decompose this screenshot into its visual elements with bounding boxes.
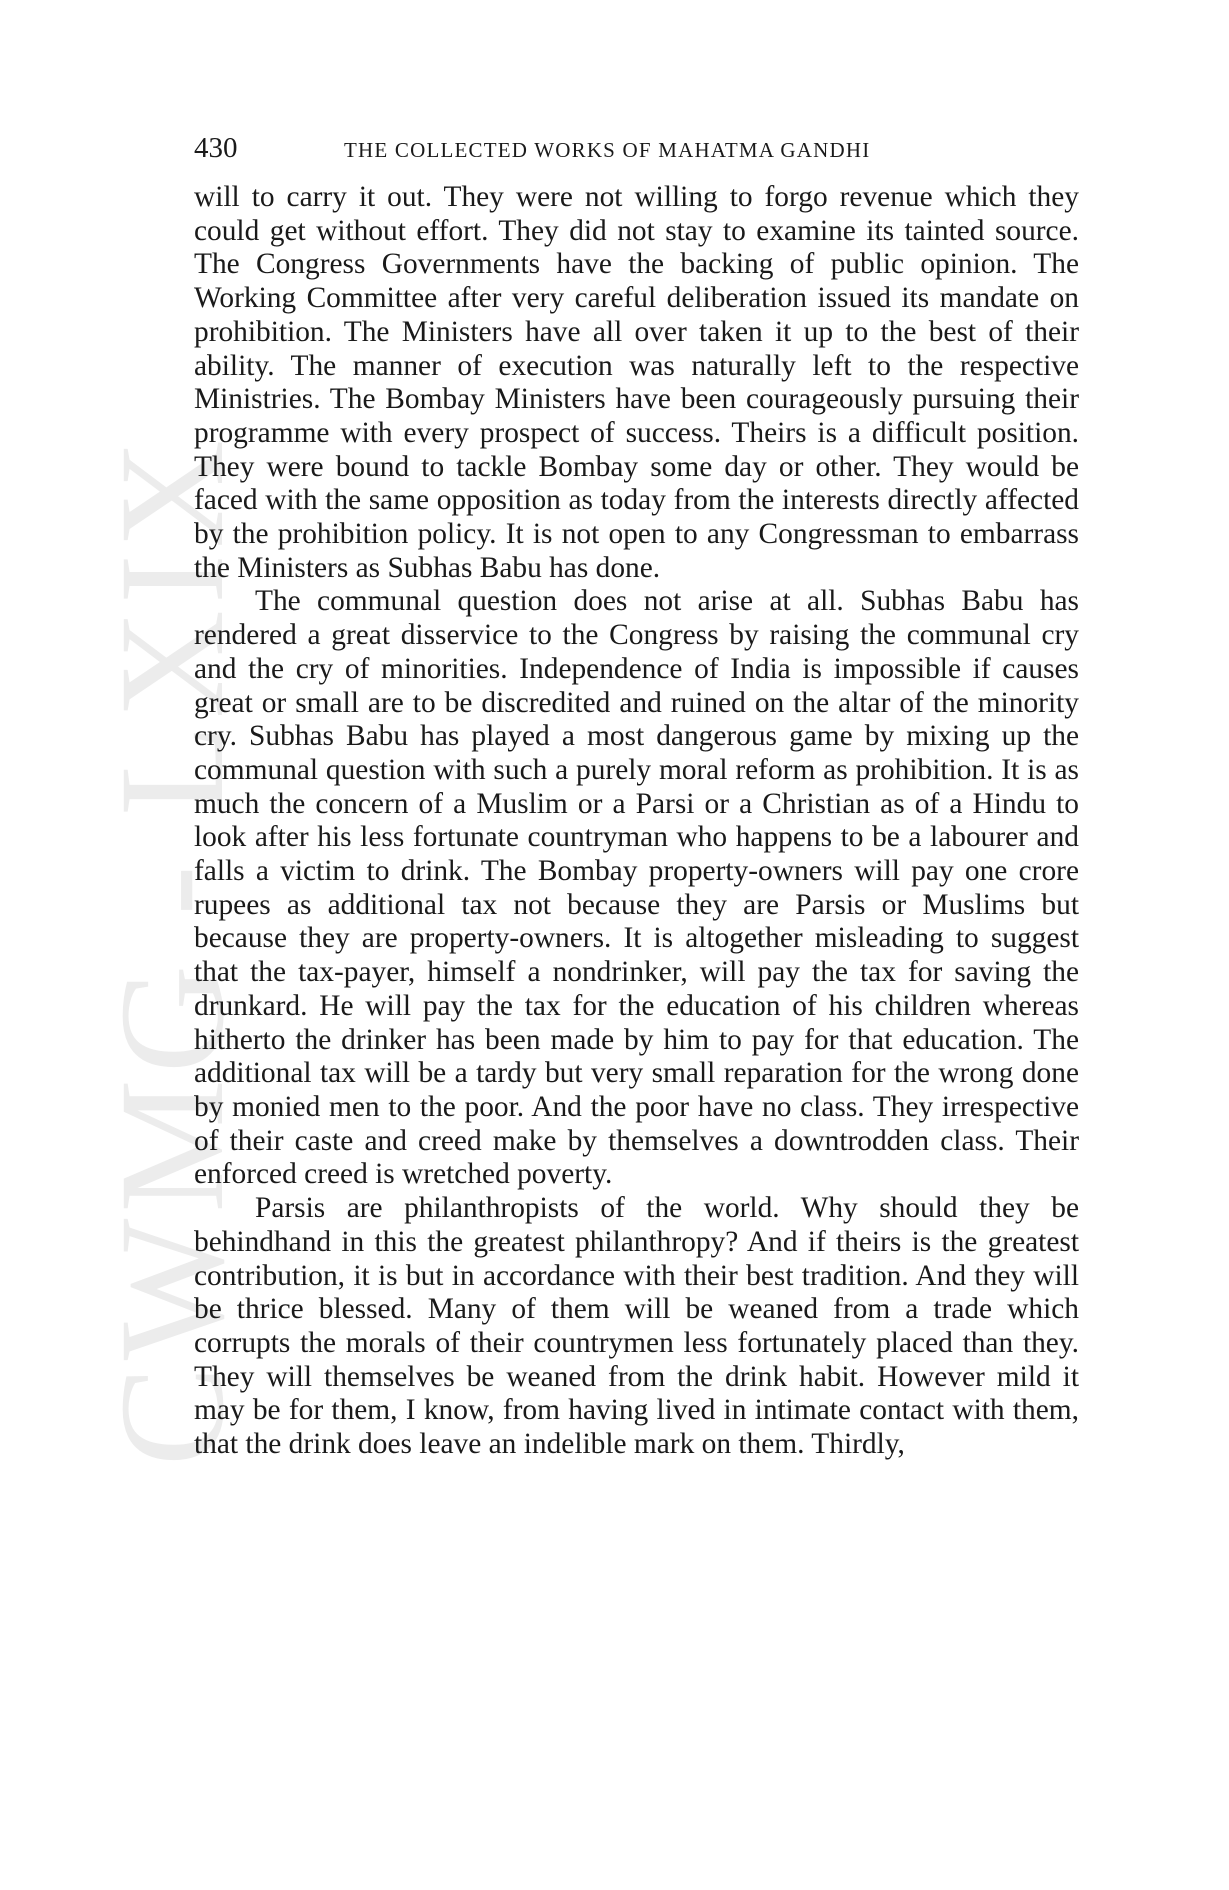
- paragraph-1: will to carry it out. They were not willing to forgo revenue which they could get without effort. They did not stay to examine its tainted source. The Congress Governments have the backing of public opinion. The Working Committee after very careful deliberation issued its mandate on prohibition. The Ministers have all over taken it up to the best of their ability. The manner of execution was naturally left to the respective Ministries. The Bombay Ministers have been courageously pursuing their programme with every prospect of success. Theirs is a difficult position. They were bound to tackle Bombay some day or other. They would be faced with the same opposition as today from the interests directly affected by the prohibition policy. It is not open to any Congressman to embarrass the Ministers as Subhas Babu has done.: [194, 181, 1079, 584]
- body-text: [194, 181, 1079, 1462]
- paragraph-3: Parsis are philanthropists of the world. Why should they be behindhand in this the greatest philanthropy? And if theirs is the greatest contribution, it is but in accordance with their best tradition. And they will be thrice blessed. Many of them will be weaned from a trade which corrupts the morals of their countrymen less fortunately placed than they. They will themselves be weaned from the drink habit. However mild it may be for them, I know, from having lived in intimate contact with them, that the drink does leave an indelible mark on them. Thirdly,: [194, 1192, 1079, 1461]
- running-head: THE COLLECTED WORKS OF MAHATMA GANDHI: [344, 138, 871, 162]
- watermark-text: CWMG - LXIX: [89, 433, 255, 1467]
- page-number: 430: [194, 132, 238, 164]
- paragraph-2: The communal question does not arise at all. Subhas Babu has rendered a great disservice to the Congress by raising the communal cry and the cry of minorities. Independence of India is impossible if causes great or small are to be discredited and ruined on the altar of the minority cry. Subhas Babu has played a most dangerous game by mixing up the communal question with such a purely moral reform as prohibition. It is as much the concern of a Muslim or a Parsi or a Christian as of a Hindu to look after his less fortunate countryman who happens to be a labourer and falls a victim to drink. The Bombay property-owners will pay one crore rupees as additional tax not because they are Parsis or Muslims but because they are property-owners. It is altogether misleading to suggest that the tax-payer, himself a nondrinker, will pay the tax for saving the drunkard. He will pay the tax for the education of his children whereas hitherto the drinker has been made by him to pay for that education. The additional tax will be a tardy but very small reparation for the wrong done by monied men to the poor. And the poor have no class. They irrespective of their caste and creed make by themselves a downtrodden class. Their enforced creed is wretched poverty.: [194, 585, 1079, 1191]
- page-header: [194, 128, 1079, 168]
